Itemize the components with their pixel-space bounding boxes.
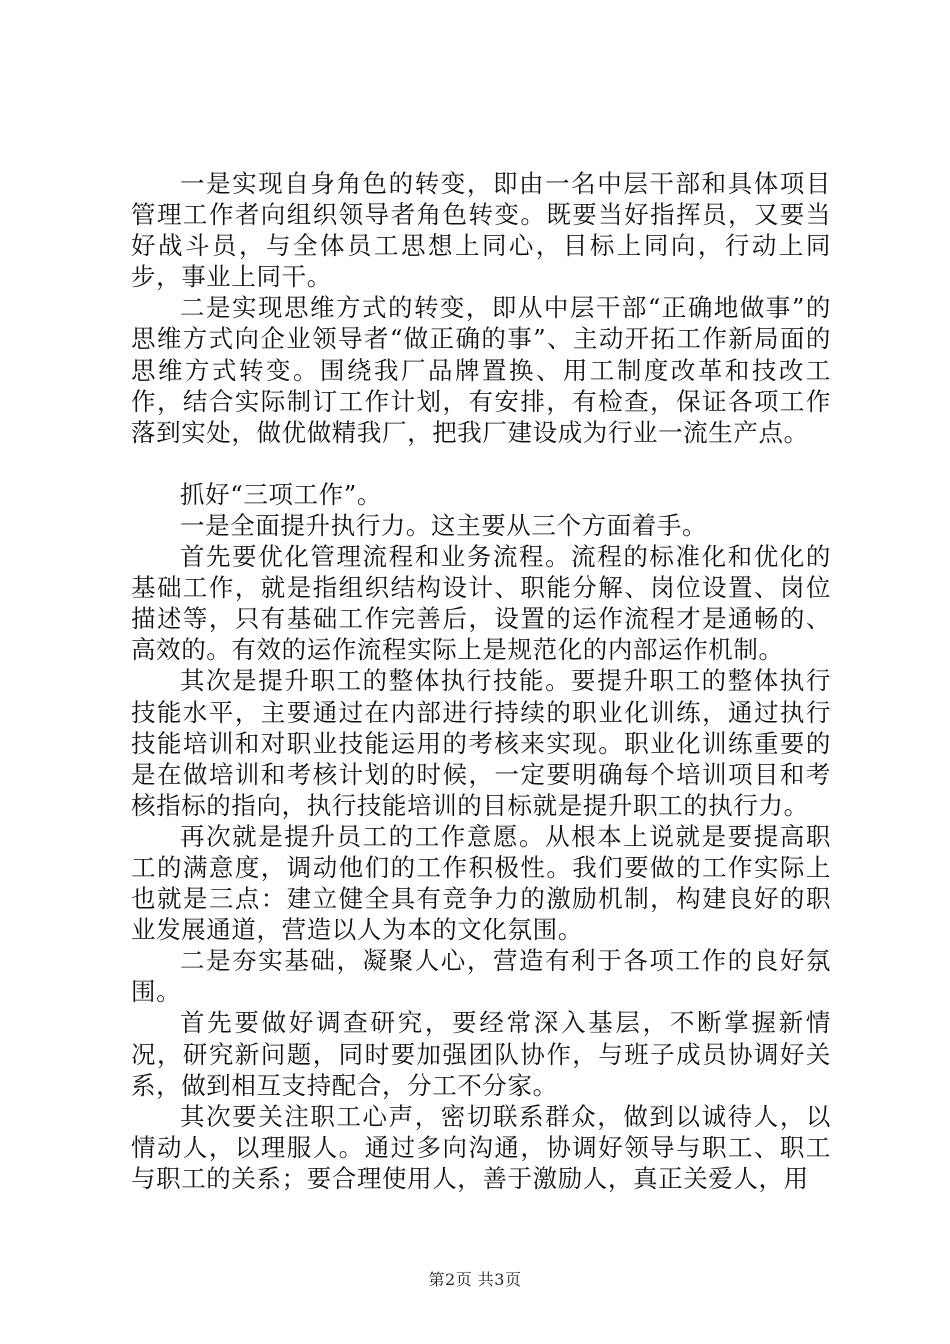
- paragraph-willingness: 再次就是提升员工的工作意愿。从根本上说就是要提高职工的满意度，调动他们的工作积极性。我们要做的工作实际上也就是三点：建立健全具有竞争力的激励机制，构建良好的职业发展通道，营造以人为本的文化氛围。: [131, 821, 831, 945]
- paragraph-three-tasks-heading: 抓好“三项工作”。: [180, 479, 382, 509]
- paragraph-thinking-change: 二是实现思维方式的转变，即从中层干部“正确地做事”的思维方式向企业领导者“做正确的事”、主动开拓工作新局面的思维方式转变。围绕我厂品牌置换、用工制度改革和技改工作，结合实际制订工作计划，有安排，有检查，保证各项工作落到实处，做优做精我厂，把我厂建设成为行业一流生产点。: [131, 293, 831, 447]
- page-number-footer: 第2页 共3页: [428, 1270, 522, 1289]
- paragraph-skills: 其次是提升职工的整体执行技能。要提升职工的整体执行技能水平，主要通过在内部进行持续的职业化训练，通过执行技能培训和对职业技能运用的考核来实现。职业化训练重要的是在做培训和考核计划的时候，一定要明确每个培训项目和考核指标的指向，执行技能培训的目标就是提升职工的执行力。: [131, 666, 831, 820]
- paragraph-execution: 一是全面提升执行力。这主要从三个方面着手。: [180, 510, 708, 540]
- paragraph-role-change: 一是实现自身角色的转变，即由一名中层干部和具体项目管理工作者向组织领导者角色转变。既要当好指挥员，又要当好战斗员，与全体员工思想上同心，目标上同向，行动上同步，事业上同干。: [131, 169, 831, 292]
- paragraph-research: 首先要做好调查研究，要经常深入基层，不断掌握新情况，研究新问题，同时要加强团队协作，与班子成员协调好关系，做到相互支持配合，分工不分家。: [131, 1008, 831, 1100]
- document-body: [131, 168, 831, 1194]
- paragraph-foundation: 二是夯实基础，凝聚人心，营造有利于各项工作的良好氛围。: [131, 946, 831, 1007]
- paragraph-process: 首先要优化管理流程和业务流程。流程的标准化和优化的基础工作，就是指组织结构设计、职能分解、岗位设置、岗位描述等，只有基础工作完善后，设置的运作流程才是通畅的、高效的。有效的运作流程实际上是规范化的内部运作机制。: [131, 542, 831, 665]
- paragraph-employee-voice: 其次要关注职工心声，密切联系群众，做到以诚待人，以情动人，以理服人。通过多向沟通，协调好领导与职工、职工与职工的关系；要合理使用人，善于激励人，真正关爱人，用: [131, 1101, 831, 1193]
